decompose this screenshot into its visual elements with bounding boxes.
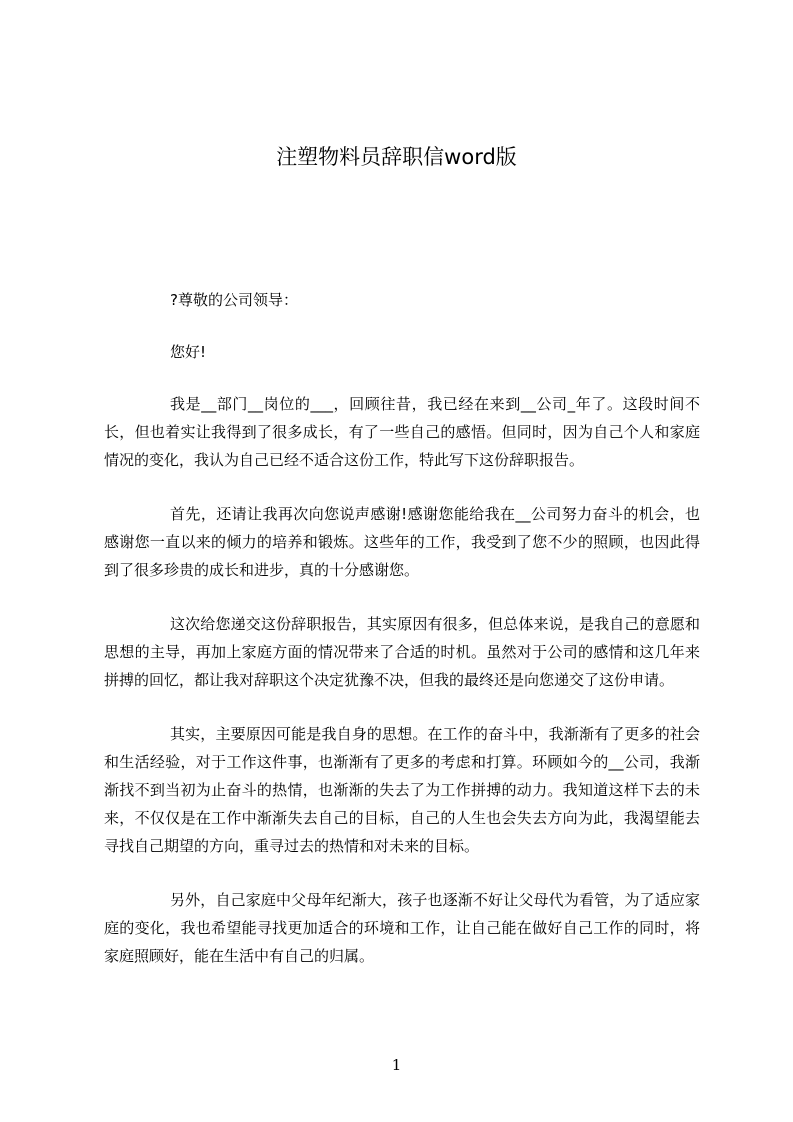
letter-body — [104, 286, 700, 996]
paragraph-4: 其实，主要原因可能是我自身的思想。在工作的奋斗中，我渐渐有了更多的社会和生活经验，对于工作这件事，也渐渐有了更多的考虑和打算。环顾如今的__公司，我渐渐找不到当初为止奋斗的热情，也渐渐的失去了为工作拼搏的动力。我知道这样下去的未来，不仅仅是在工作中渐渐失去自己的目标，自己的人生也会失去方向为此，我渴望能去寻找自己期望的方向，重寻过去的热情和对未来的目标。 — [104, 725, 700, 855]
greeting-line: ?尊敬的公司领导： — [170, 291, 298, 309]
paragraph-5: 另外，自己家庭中父母年纪渐大，孩子也逐渐不好让父母代为看管，为了适应家庭的变化，我也希望能寻找更加适合的环境和工作，让自己能在做好自己工作的同时，将家庭照顾好，能在生活中有自己的归属。 — [104, 891, 700, 965]
salutation-line: 您好! — [170, 343, 207, 361]
page-number: 1 — [391, 1056, 402, 1074]
paragraph-2: 首先，还请让我再次向您说声感谢!感谢您能给我在__公司努力奋斗的机会，也感谢您一直以来的倾力的培养和锻炼。这些年的工作，我受到了您不少的照顾，也因此得到了很多珍贵的成长和进步，真的十分感谢您。 — [104, 505, 700, 579]
paragraph-3: 这次给您递交这份辞职报告，其实原因有很多，但总体来说，是我自己的意愿和思想的主导，再加上家庭方面的情况带来了合适的时机。虽然对于公司的感情和这几年来拼搏的回忆，都让我对辞职这个决定犹豫不决，但我的最终还是向您递交了这份申请。 — [104, 615, 700, 689]
document-title: 注塑物料员辞职信word版 — [276, 145, 517, 169]
paragraph-1: 我是__部门__岗位的___，回顾往昔，我已经在来到__公司_年了。这段时间不长，但也着实让我得到了很多成长，有了一些自己的感悟。但同时，因为自己个人和家庭情况的变化，我认为自己已经不适合这份工作，特此写下这份辞职报告。 — [104, 395, 700, 469]
